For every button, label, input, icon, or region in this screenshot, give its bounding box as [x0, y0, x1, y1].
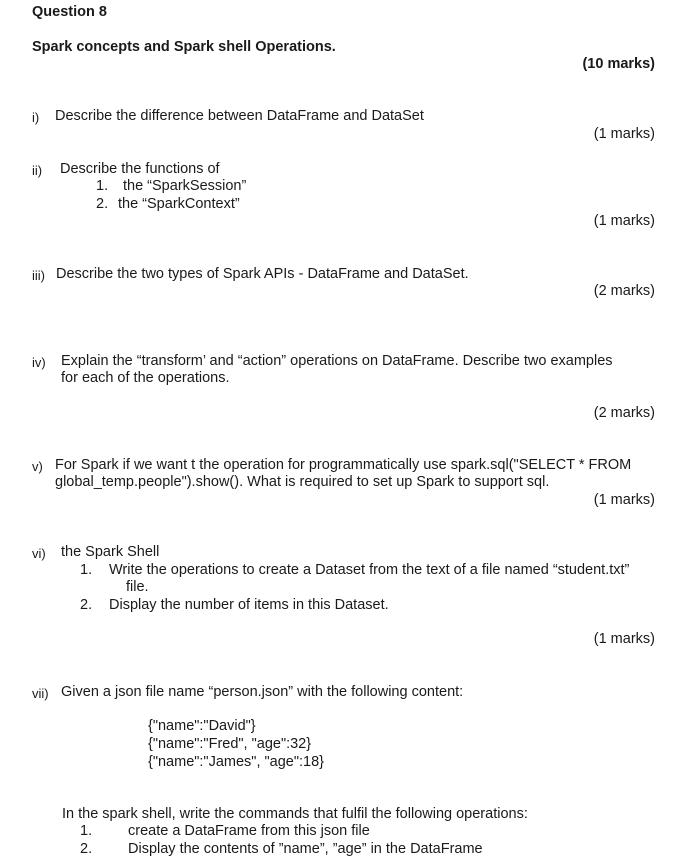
item-vi-sub2-number: 2.	[80, 597, 93, 613]
item-i-text: Describe the difference between DataFrame and DataSet	[55, 108, 424, 124]
item-vii-number: vii)	[32, 686, 49, 701]
item-vii-text: Given a json file name “person.json” with the following content:	[61, 684, 464, 700]
item-vi-sub2-text: Display the number of items in this Dataset.	[109, 597, 389, 613]
item-v-text-line1: For Spark if we want t the operation for programmatically use spark.sql("SELECT * FROM	[55, 457, 632, 473]
item-v-text-line2: global_temp.people").show(). What is required to set up Spark to support sql.	[55, 474, 550, 490]
json-line-2: {"name":"Fred", "age":32}	[148, 736, 312, 752]
question-topic: Spark concepts and Spark shell Operations.	[32, 39, 336, 55]
total-marks: (10 marks)	[582, 56, 655, 72]
item-iii-text: Describe the two types of Spark APIs - DataFrame and DataSet.	[56, 266, 469, 282]
item-iii-number: iii)	[32, 268, 45, 283]
item-ii-sub2-text: the “SparkContext”	[118, 196, 240, 212]
item-vii-sub1-number: 1.	[80, 823, 93, 839]
item-iii-marks: (2 marks)	[593, 283, 655, 299]
item-iv-text-line1: Explain the “transform’ and “action” operations on DataFrame. Describe two examples	[61, 353, 613, 369]
item-vi-sub1-text-line2: file.	[126, 579, 149, 595]
item-ii-sub1-text: the “SparkSession”	[123, 178, 247, 194]
item-ii-marks: (1 marks)	[593, 213, 655, 229]
item-iv-marks: (2 marks)	[593, 405, 655, 421]
item-vii-instruction: In the spark shell, write the commands that fulfil the following operations:	[62, 806, 528, 822]
item-ii-text: Describe the functions of	[60, 161, 220, 177]
item-v-marks: (1 marks)	[593, 492, 655, 508]
item-ii-sub2-number: 2.	[96, 196, 109, 212]
item-vi-number: vi)	[32, 546, 46, 561]
item-vi-sub1-number: 1.	[80, 562, 93, 578]
item-vi-text: the Spark Shell	[61, 544, 160, 560]
item-i-number: i)	[32, 110, 40, 125]
json-line-1: {"name":"David"}	[148, 718, 256, 734]
item-vi-marks: (1 marks)	[593, 631, 655, 647]
item-ii-number: ii)	[32, 163, 43, 178]
item-iv-text-line2: for each of the operations.	[61, 370, 230, 386]
question-heading: Question 8	[32, 4, 107, 20]
item-vii-sub2-text: Display the contents of ”name”, ”age” in the DataFrame	[128, 841, 483, 857]
json-line-3: {"name":"James", "age":18}	[148, 754, 324, 770]
item-v-number: v)	[32, 459, 43, 474]
item-iv-number: iv)	[32, 355, 46, 370]
item-vii-sub1-text: create a DataFrame from this json file	[128, 823, 370, 839]
item-vi-sub1-text-line1: Write the operations to create a Dataset from the text of a file named “student.txt”	[109, 562, 630, 578]
item-ii-sub1-number: 1.	[96, 178, 109, 194]
item-i-marks: (1 marks)	[593, 126, 655, 142]
item-vii-sub2-number: 2.	[80, 841, 93, 857]
